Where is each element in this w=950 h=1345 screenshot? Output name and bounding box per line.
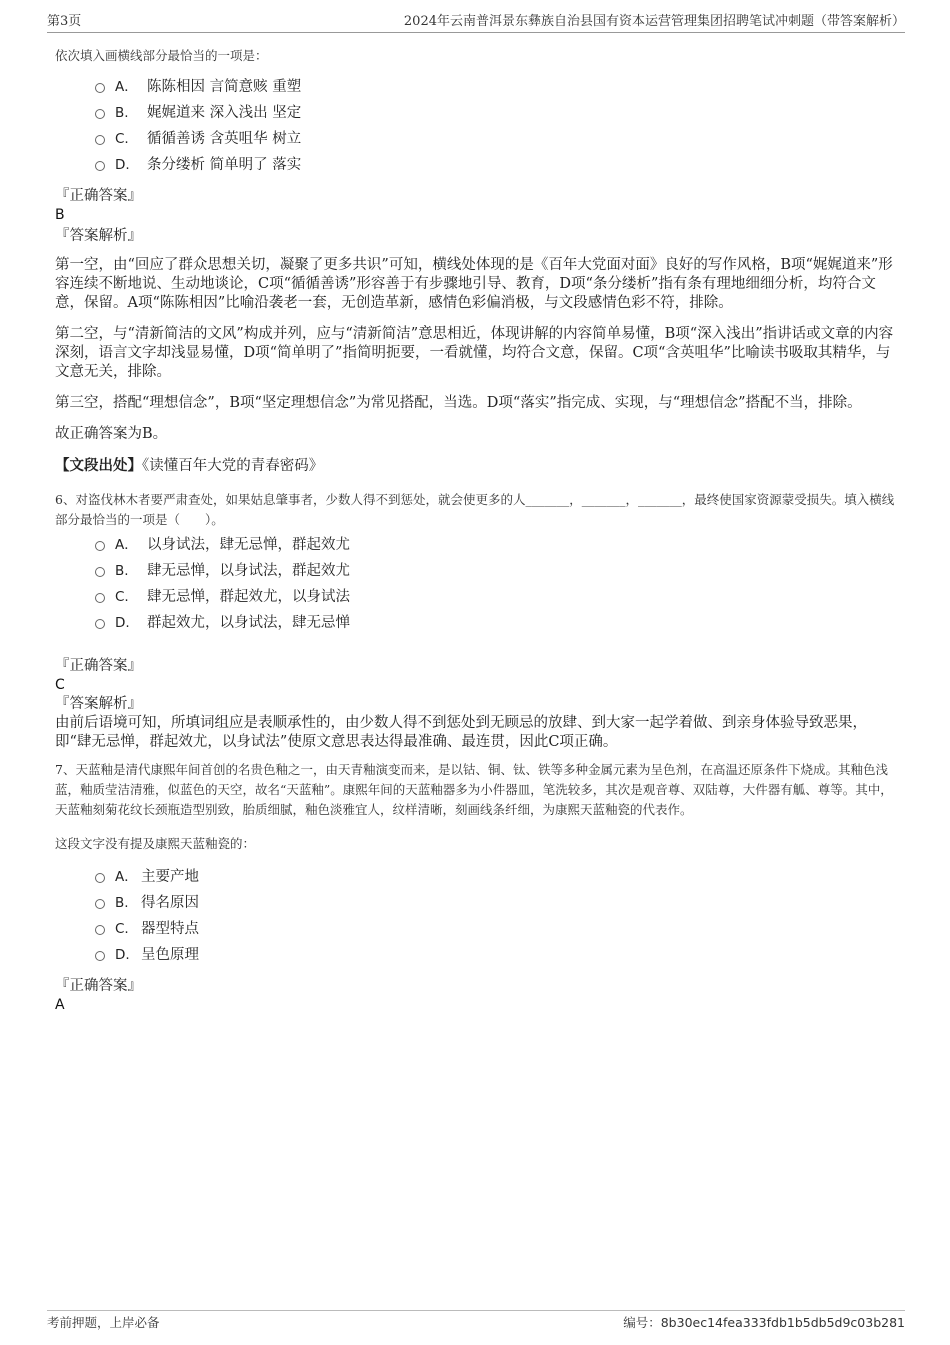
option-letter: D. <box>115 157 130 173</box>
option-letter: A． <box>115 869 138 885</box>
q6-option-b[interactable] <box>95 558 900 584</box>
radio-icon[interactable] <box>95 161 105 171</box>
option-letter: D. <box>115 615 130 631</box>
page-footer <box>47 1310 905 1333</box>
option-text: 群起效尤，以身试法，肆无忌惮 <box>147 615 350 631</box>
q7-option-c[interactable] <box>95 916 900 942</box>
q7-option-b[interactable] <box>95 890 900 916</box>
radio-icon[interactable] <box>95 951 105 961</box>
code-value: 8b30ec14fea333fdb1b5db5d9c03b281 <box>660 1315 905 1330</box>
q6-option-a[interactable] <box>95 532 900 558</box>
q5-option-b[interactable] <box>95 100 900 126</box>
page-number: 第3页 <box>47 14 82 29</box>
option-text: 循循善诱 含英咀华 树立 <box>147 131 302 147</box>
q5-analysis-para-3: 第三空，搭配“理想信念”，B项“坚定理想信念”为常见搭配，当选。D项“落实”指完成、实现，与“理想信念”搭配不当，排除。 <box>55 395 862 411</box>
q6-option-d[interactable] <box>95 610 900 636</box>
radio-icon[interactable] <box>95 619 105 629</box>
option-text: 得名原因 <box>141 895 199 911</box>
option-text: 条分缕析 简单明了 落实 <box>147 157 302 173</box>
radio-icon[interactable] <box>95 873 105 883</box>
option-letter: C. <box>115 589 129 605</box>
document-code <box>623 1313 905 1333</box>
radio-icon[interactable] <box>95 899 105 909</box>
q7-option-d[interactable] <box>95 942 900 968</box>
document-title: 2024年云南普洱景东彝族自治县国有资本运营管理集团招聘笔试冲刺题（带答案解析） <box>403 14 905 29</box>
radio-icon[interactable] <box>95 925 105 935</box>
option-text: 器型特点 <box>141 921 199 937</box>
footer-slogan: 考前押题，上岸必备 <box>47 1315 160 1330</box>
option-letter: D. <box>115 947 130 963</box>
radio-icon[interactable] <box>95 593 105 603</box>
q5-intro: 依次填入画横线部分最恰当的一项是： <box>55 48 268 63</box>
q5-option-a[interactable] <box>95 74 900 100</box>
q7-option-a[interactable] <box>95 864 900 890</box>
code-label: 编号： <box>623 1315 661 1330</box>
q5-option-c[interactable] <box>95 126 900 152</box>
option-text: 呈色原理 <box>141 947 199 963</box>
q5-answer: B <box>55 207 65 223</box>
q6-option-c[interactable] <box>95 584 900 610</box>
option-text: 肆无忌惮，群起效尤，以身试法 <box>147 589 350 605</box>
source-title: 《读懂百年大党的青春密码》 <box>142 458 324 474</box>
source-label: 【文段出处】 <box>55 457 142 474</box>
option-letter: A． <box>115 79 138 95</box>
option-letter: A． <box>115 537 138 553</box>
q7-answer-label: 『正确答案』 <box>55 978 142 994</box>
option-letter: C. <box>115 131 129 147</box>
option-letter: B. <box>115 105 129 121</box>
radio-icon[interactable] <box>95 567 105 577</box>
q7-options <box>95 864 900 968</box>
option-text: 以身试法，肆无忌惮，群起效尤 <box>147 537 350 553</box>
option-letter: B. <box>115 563 129 579</box>
page-content <box>55 40 900 1014</box>
q7-answer: A <box>55 997 65 1013</box>
option-letter: C. <box>115 921 129 937</box>
option-letter: B. <box>115 895 129 911</box>
q6-answer-label: 『正确答案』 <box>55 658 142 674</box>
q7-stem: 7、天蓝釉是清代康熙年间首创的名贵色釉之一，由天青釉演变而来，是以钴、铜、钛、铁等多种金属元素为呈色剂，在高温还原条件下烧成。其釉色浅蓝，釉质莹洁清雅，似蓝色的天空，故名“天蓝釉”。康熙年间的天蓝釉器多为小件器皿，笔洗较多，其次是观音尊、双陆尊，大件器有觚、尊等。其中，天蓝釉刻菊花纹长颈瓶造型别致，胎质细腻，釉色淡雅宜人，纹样清晰，刻画线条纤细，为康熙天蓝釉瓷的代表作。 <box>55 762 893 817</box>
q6-stem: 6、对盗伐林木者要严肃查处，如果姑息肇事者，少数人得不到惩处，就会使更多的人_______，_______，_______，最终使国家资源蒙受损失。填入横线部分最恰当的一项是（ ）。 <box>55 492 895 527</box>
option-text: 陈陈相因 言简意赅 重塑 <box>147 79 302 95</box>
q5-analysis-para-4: 故正确答案为B。 <box>55 426 168 442</box>
q6-analysis-label: 『答案解析』 <box>55 696 142 712</box>
q6-answer: C <box>55 677 65 693</box>
q5-source <box>55 456 900 476</box>
q5-analysis-para-1: 第一空，由“回应了群众思想关切，凝聚了更多共识”可知，横线处体现的是《百年大党面对面》良好的写作风格，B项“娓娓道来”形容连续不断地说、生动地谈论，C项“循循善诱”形容善于有步骤地引导、教育，D项“条分缕析”指有条有理地细细分析，均符合文意，保留。A项“陈陈相因”比喻沿袭老一套，无创造革新，感情色彩偏消极，与文段感情色彩不符，排除。 <box>55 257 893 311</box>
q6-options <box>95 532 900 636</box>
q5-options <box>95 74 900 178</box>
q5-option-d[interactable] <box>95 152 900 178</box>
radio-icon[interactable] <box>95 109 105 119</box>
page-header <box>47 14 905 33</box>
q5-analysis-label: 『答案解析』 <box>55 228 142 244</box>
q7-question: 这段文字没有提及康熙天蓝釉瓷的： <box>55 836 256 851</box>
q6-analysis: 由前后语境可知，所填词组应是表顺承性的，由少数人得不到惩处到无顾忌的放肆、到大家一起学着做、到亲身体验导致恶果，即“肆无忌惮，群起效尤，以身试法”使原文意思表达得最准确、最连贯，因此C项正确。 <box>55 715 867 750</box>
radio-icon[interactable] <box>95 135 105 145</box>
q5-analysis-para-2: 第二空，与“清新简洁的文风”构成并列，应与“清新简洁”意思相近，体现讲解的内容简单易懂，B项“深入浅出”指讲话或文章的内容深刻，语言文字却浅显易懂，D项“简单明了”指简明扼要，一看就懂，均符合文意，保留。C项“含英咀华”比喻读书吸取其精华，与文意无关，排除。 <box>55 326 894 380</box>
option-text: 主要产地 <box>141 869 199 885</box>
radio-icon[interactable] <box>95 541 105 551</box>
radio-icon[interactable] <box>95 83 105 93</box>
option-text: 肆无忌惮，以身试法，群起效尤 <box>147 563 350 579</box>
option-text: 娓娓道来 深入浅出 坚定 <box>147 105 302 121</box>
q5-answer-label: 『正确答案』 <box>55 188 142 204</box>
